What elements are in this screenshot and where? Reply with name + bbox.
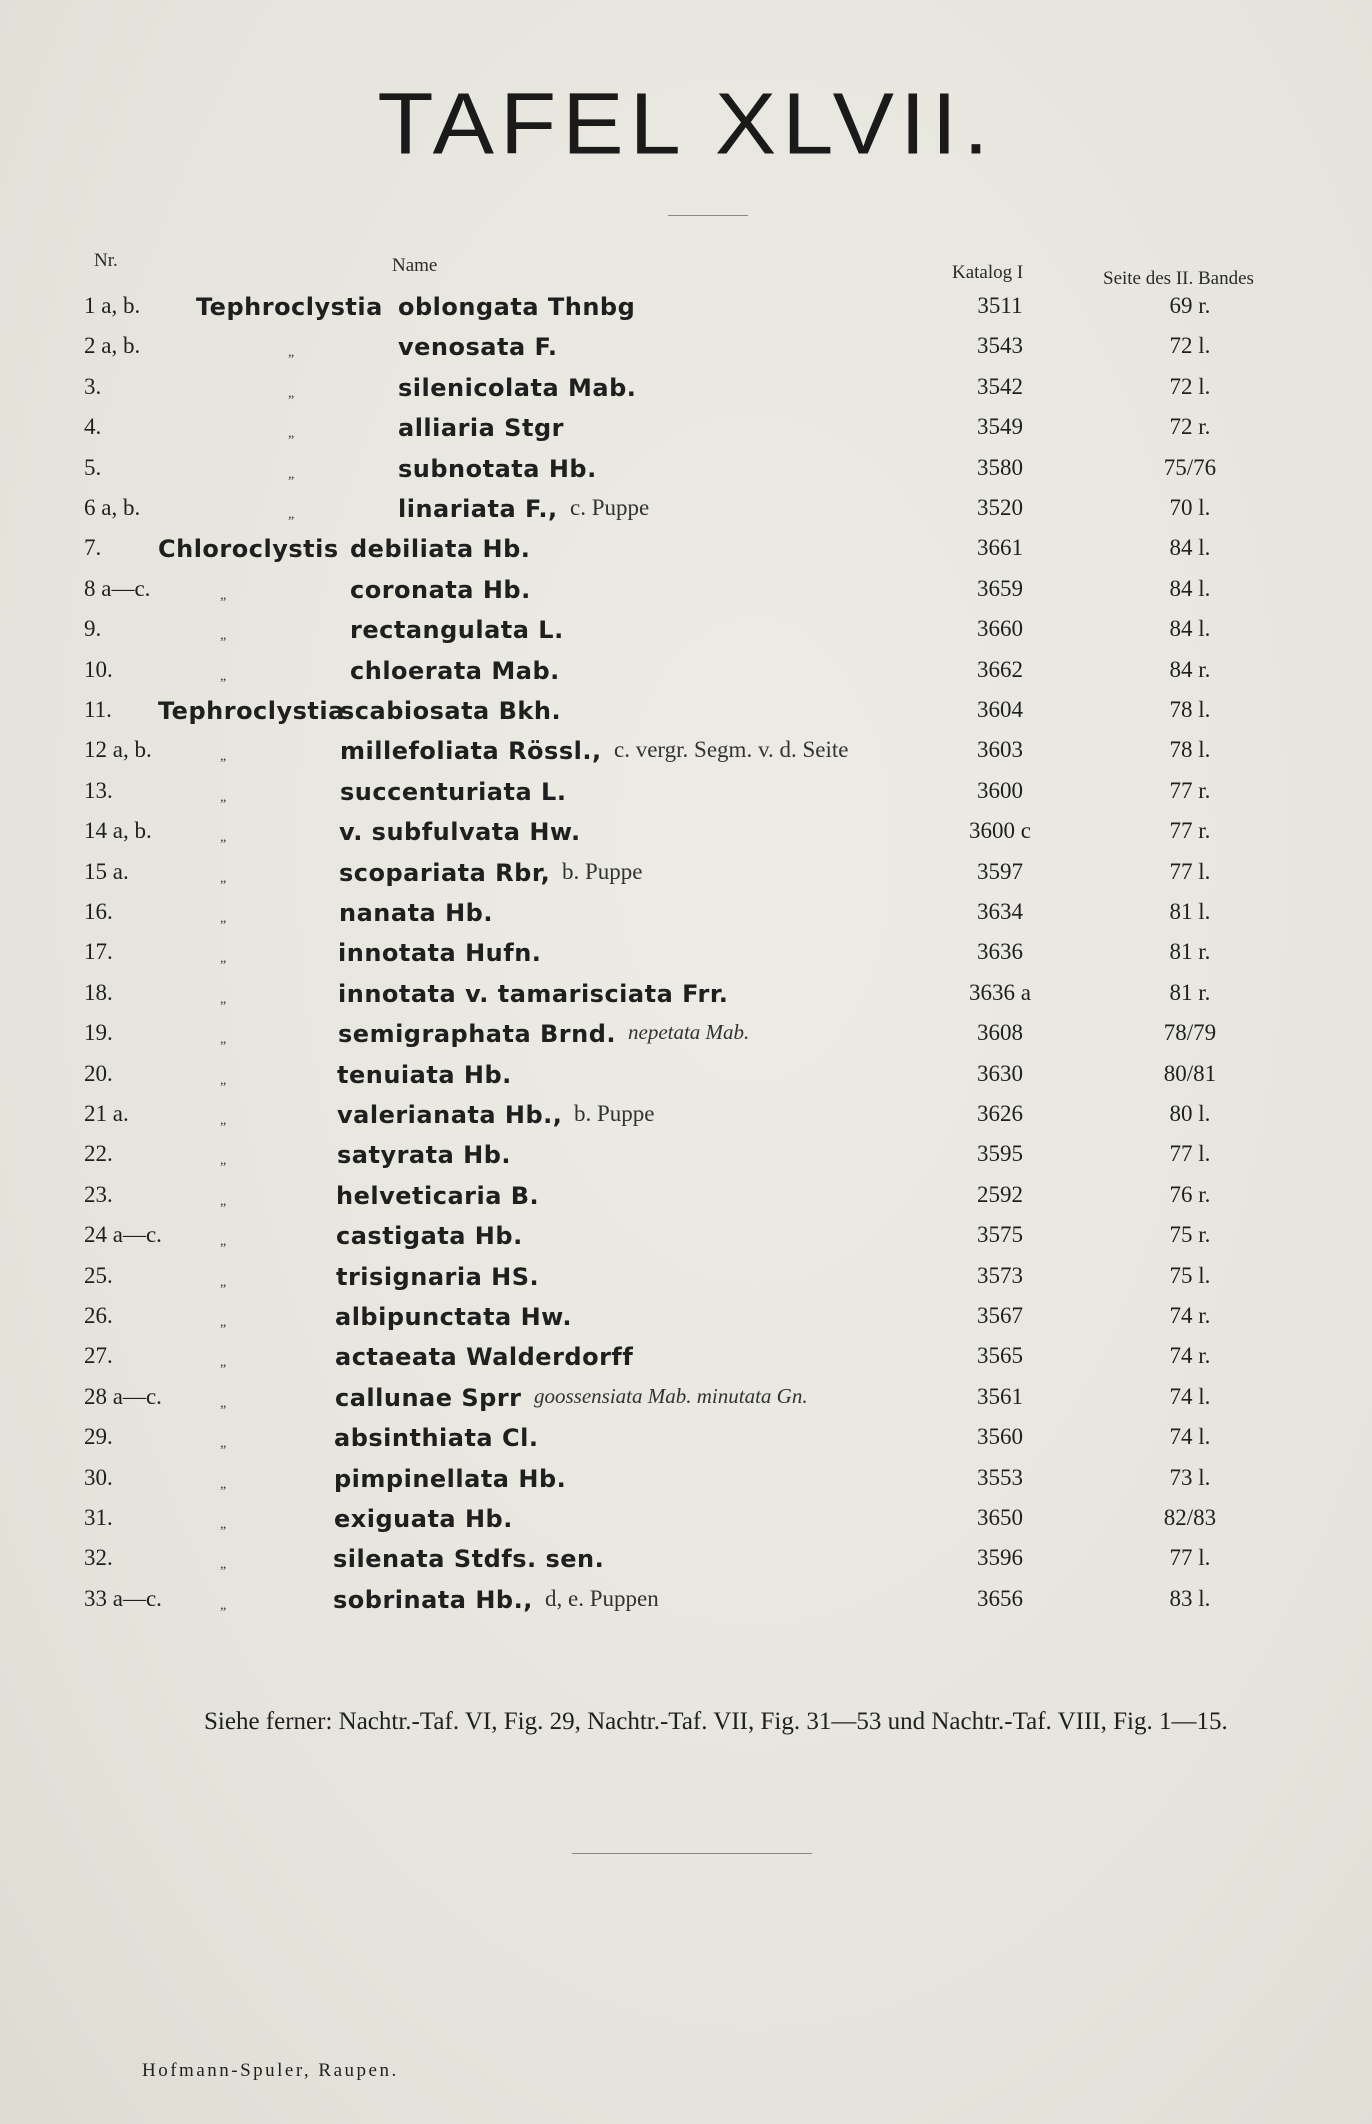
row-number: 17. <box>84 939 113 965</box>
row-number: 2 a, b. <box>84 333 141 359</box>
row-note: b. Puppe <box>574 1101 655 1126</box>
page-reference: 82/83 <box>1163 1505 1217 1530</box>
table-row <box>0 535 1372 575</box>
species-name: scopariata Rbr, <box>339 858 551 887</box>
page-reference: 69 r. <box>1169 293 1211 318</box>
page-reference: 74 l. <box>1169 1383 1211 1409</box>
species-name: silenata Stdfs. sen. <box>333 1545 605 1574</box>
row-number: 30. <box>84 1464 113 1490</box>
ditto-mark: „ <box>220 1597 227 1613</box>
katalog-number: 3567 <box>977 1303 1023 1328</box>
ditto-mark: „ <box>288 466 295 482</box>
species-name: v. subfulvata Hw. <box>339 818 581 847</box>
row-note: c. vergr. Segm. v. d. Seite <box>614 737 849 763</box>
row-number: 28 a—c. <box>84 1383 162 1409</box>
page-reference: 72 r. <box>1169 414 1211 440</box>
page-reference: 84 l. <box>1169 575 1211 601</box>
table-row <box>0 1303 1372 1343</box>
table-row <box>0 455 1372 495</box>
page-reference: 84 r. <box>1169 656 1211 682</box>
ditto-mark: „ <box>220 1113 227 1128</box>
katalog-number: 3549 <box>977 414 1023 440</box>
table-row <box>0 1343 1372 1383</box>
ditto-mark: „ <box>220 1557 227 1573</box>
row-note: c. Puppe <box>570 495 650 520</box>
table-row <box>0 737 1372 777</box>
katalog-number: 3595 <box>977 1141 1023 1167</box>
ditto-mark: „ <box>288 385 295 401</box>
table-row <box>0 293 1372 333</box>
page-reference: 77 l. <box>1169 858 1211 884</box>
species-name: scabiosata Bkh. <box>340 697 562 725</box>
row-number: 4. <box>84 414 102 440</box>
ditto-mark: „ <box>220 1315 227 1330</box>
ditto-mark: „ <box>220 628 227 644</box>
page-reference: 72 l. <box>1169 373 1211 399</box>
katalog-number: 3543 <box>977 333 1023 359</box>
table-row <box>0 859 1372 899</box>
katalog-number: 3636 <box>977 939 1023 965</box>
row-number: 20. <box>84 1060 113 1086</box>
katalog-number: 3561 <box>977 1383 1023 1409</box>
ditto-mark: „ <box>220 1355 227 1371</box>
genus-name: Tephroclystia <box>158 697 345 725</box>
table-row <box>0 657 1372 697</box>
species-name: callunae Sprr <box>335 1383 522 1412</box>
footer-divider <box>572 1853 812 1854</box>
katalog-number: 3604 <box>977 697 1023 722</box>
row-note: d, e. Puppen <box>545 1585 659 1611</box>
species-name: actaeata Walderdorff <box>335 1343 634 1372</box>
header-katalog: Katalog I <box>952 262 1024 283</box>
header-name: Name <box>392 255 438 276</box>
row-number: 6 a, b. <box>84 495 141 520</box>
katalog-number: 3603 <box>977 737 1023 763</box>
katalog-number: 3650 <box>977 1505 1023 1530</box>
row-number: 18. <box>84 979 113 1005</box>
species-name: pimpinellata Hb. <box>334 1464 567 1493</box>
species-name: innotata Hufn. <box>338 939 542 968</box>
species-name: absinthiata Cl. <box>334 1424 539 1453</box>
row-number: 14 a, b. <box>84 818 152 844</box>
ditto-mark: „ <box>288 426 295 442</box>
row-number: 3. <box>84 373 102 399</box>
ditto-mark: „ <box>220 1032 227 1048</box>
katalog-number: 3542 <box>977 373 1023 399</box>
page-reference: 77 r. <box>1169 777 1211 803</box>
katalog-number: 3636 a <box>969 979 1031 1005</box>
publisher-credit: Hofmann-Spuler, Raupen. <box>142 2060 399 2081</box>
page-reference: 83 l. <box>1169 1585 1211 1611</box>
katalog-number: 3659 <box>977 575 1023 601</box>
table-row <box>0 1384 1372 1424</box>
synonym-note: nepetata Mab. <box>628 1020 750 1045</box>
ditto-mark: „ <box>220 1476 227 1492</box>
row-number: 12 a, b. <box>84 737 152 763</box>
ditto-mark: „ <box>220 1234 227 1250</box>
genus-name: Chloroclystis <box>158 535 339 564</box>
ditto-mark: „ <box>220 1436 227 1452</box>
row-number: 29. <box>84 1424 113 1450</box>
katalog-number: 3560 <box>977 1424 1023 1450</box>
page-reference: 80 l. <box>1169 1101 1211 1126</box>
katalog-number: 2592 <box>977 1181 1023 1207</box>
ditto-mark: „ <box>220 1072 227 1088</box>
table-row <box>0 778 1372 818</box>
table-row <box>0 1545 1372 1585</box>
katalog-number: 3662 <box>977 656 1023 682</box>
katalog-number: 3553 <box>977 1464 1023 1490</box>
plate-title: TAFEL XLVII. <box>377 75 995 173</box>
page-reference: 75 l. <box>1169 1262 1211 1288</box>
katalog-number: 3600 <box>977 777 1023 803</box>
katalog-number: 3660 <box>977 616 1023 642</box>
ditto-mark: „ <box>288 345 295 361</box>
table-row <box>0 980 1372 1020</box>
species-name: silenicolata Mab. <box>398 373 637 402</box>
ditto-mark: „ <box>220 1193 227 1209</box>
page-reference: 72 l. <box>1169 333 1211 359</box>
header-nr: Nr. <box>94 250 118 271</box>
row-number: 21 a. <box>84 1101 129 1126</box>
row-number: 32. <box>84 1545 113 1571</box>
synonym-note: goossensiata Mab. minutata Gn. <box>534 1383 808 1408</box>
row-number: 23. <box>84 1181 113 1207</box>
row-number: 5. <box>84 454 102 480</box>
katalog-number: 3575 <box>977 1222 1023 1248</box>
ditto-mark: „ <box>220 991 227 1007</box>
katalog-number: 3600 c <box>969 818 1031 844</box>
table-row <box>0 939 1372 979</box>
header-seite: Seite des II. Bandes <box>1103 268 1254 289</box>
table-row <box>0 1020 1372 1060</box>
row-number: 11. <box>84 697 112 722</box>
ditto-mark: „ <box>220 749 227 765</box>
page-reference: 74 l. <box>1169 1424 1211 1450</box>
table-row <box>0 616 1372 656</box>
row-number: 16. <box>84 899 113 924</box>
page-reference: 81 r. <box>1169 939 1211 965</box>
title-divider <box>668 215 748 216</box>
page-reference: 84 l. <box>1169 535 1211 561</box>
species-name: semigraphata Brnd. <box>338 1020 617 1049</box>
species-name: debiliata Hb. <box>350 535 531 564</box>
row-number: 10. <box>84 656 113 682</box>
table-row <box>0 1505 1372 1545</box>
page-reference: 74 r. <box>1169 1303 1211 1328</box>
species-name: satyrata Hb. <box>337 1141 512 1170</box>
katalog-number: 3661 <box>977 535 1023 561</box>
species-name: exiguata Hb. <box>334 1505 513 1533</box>
katalog-number: 3520 <box>977 495 1023 520</box>
table-row <box>0 374 1372 414</box>
katalog-number: 3630 <box>977 1060 1023 1086</box>
page-reference: 77 r. <box>1169 818 1211 844</box>
page-reference: 77 l. <box>1169 1141 1211 1167</box>
table-row <box>0 414 1372 454</box>
row-number: 22. <box>84 1141 113 1167</box>
row-number: 9. <box>84 616 102 642</box>
species-name: linariata F., <box>398 495 558 523</box>
species-name: millefoliata Rössl., <box>340 737 602 766</box>
row-number: 13. <box>84 777 113 803</box>
page-reference: 74 r. <box>1169 1343 1211 1369</box>
row-number: 24 a—c. <box>84 1222 162 1248</box>
table-row <box>0 1061 1372 1101</box>
table-row <box>0 1101 1372 1141</box>
page-reference: 80/81 <box>1163 1060 1217 1086</box>
row-number: 31. <box>84 1505 113 1530</box>
page-reference: 78 l. <box>1169 697 1211 722</box>
table-row <box>0 1465 1372 1505</box>
table-row <box>0 1141 1372 1181</box>
katalog-number: 3596 <box>977 1545 1023 1571</box>
katalog-number: 3573 <box>977 1262 1023 1288</box>
row-note: b. Puppe <box>562 858 643 884</box>
species-name: helveticaria B. <box>336 1181 540 1210</box>
species-name: innotata v. tamarisciata Frr. <box>338 979 729 1008</box>
katalog-number: 3565 <box>977 1343 1023 1369</box>
row-number: 7. <box>84 535 102 561</box>
row-number: 33 a—c. <box>84 1585 162 1611</box>
species-name: tenuiata Hb. <box>337 1060 512 1089</box>
species-name: rectangulata L. <box>350 616 564 645</box>
table-row <box>0 576 1372 616</box>
species-name: nanata Hb. <box>339 899 493 927</box>
page-reference: 78/79 <box>1163 1020 1217 1046</box>
species-name: chloerata Mab. <box>350 656 560 685</box>
ditto-mark: „ <box>220 789 227 805</box>
page-reference: 76 r. <box>1169 1181 1211 1207</box>
species-name: coronata Hb. <box>350 575 531 604</box>
table-row <box>0 1424 1372 1464</box>
katalog-number: 3656 <box>977 1585 1023 1611</box>
page-reference: 77 l. <box>1169 1545 1211 1571</box>
ditto-mark: „ <box>220 668 227 684</box>
ditto-mark: „ <box>220 1274 227 1290</box>
row-number: 19. <box>84 1020 113 1046</box>
table-row <box>0 1586 1372 1626</box>
katalog-number: 3634 <box>977 899 1023 924</box>
ditto-mark: „ <box>220 1153 227 1169</box>
ditto-mark: „ <box>288 507 295 522</box>
page-reference: 78 l. <box>1169 737 1211 763</box>
species-name: oblongata Thnbg <box>398 293 636 321</box>
katalog-number: 3597 <box>977 858 1023 884</box>
page-reference: 84 l. <box>1169 616 1211 642</box>
row-number: 26. <box>84 1303 113 1328</box>
row-number: 27. <box>84 1343 113 1369</box>
ditto-mark: „ <box>220 870 227 886</box>
page-reference: 70 l. <box>1169 495 1211 520</box>
table-row <box>0 697 1372 737</box>
row-number: 8 a—c. <box>84 575 151 601</box>
katalog-number: 3511 <box>977 293 1023 318</box>
species-name: castigata Hb. <box>336 1222 523 1251</box>
species-name: subnotata Hb. <box>398 454 597 483</box>
row-number: 1 a, b. <box>84 293 141 318</box>
species-name: trisignaria HS. <box>336 1262 540 1291</box>
table-row <box>0 818 1372 858</box>
table-row <box>0 333 1372 373</box>
species-name: albipunctata Hw. <box>335 1303 572 1331</box>
species-name: succenturiata L. <box>340 777 567 806</box>
row-number: 25. <box>84 1262 113 1288</box>
row-number: 15 a. <box>84 858 129 884</box>
table-row <box>0 495 1372 535</box>
page-reference: 81 r. <box>1169 979 1211 1005</box>
footer-note: Siehe ferner: Nachtr.-Taf. VI, Fig. 29, Nachtr.-Taf. VII, Fig. 31—53 und Nachtr.-Taf. VIII, Fig. 1—15. <box>204 1708 1228 1735</box>
katalog-number: 3580 <box>977 454 1023 480</box>
ditto-mark: „ <box>220 1395 227 1411</box>
katalog-number: 3608 <box>977 1020 1023 1046</box>
ditto-mark: „ <box>220 587 227 603</box>
page-reference: 81 l. <box>1169 899 1211 924</box>
page-reference: 75/76 <box>1163 454 1217 480</box>
table-row <box>0 1222 1372 1262</box>
species-name: alliaria Stgr <box>398 414 564 443</box>
table-row <box>0 1182 1372 1222</box>
species-name: sobrinata Hb., <box>333 1585 533 1614</box>
ditto-mark: „ <box>220 951 227 967</box>
species-name: venosata F. <box>398 333 558 362</box>
ditto-mark: „ <box>220 830 227 846</box>
table-row <box>0 899 1372 939</box>
page-reference: 75 r. <box>1169 1222 1211 1248</box>
ditto-mark: „ <box>220 1517 227 1532</box>
species-name: valerianata Hb., <box>337 1101 563 1129</box>
table-row <box>0 1263 1372 1303</box>
ditto-mark: „ <box>220 911 227 926</box>
page-reference: 73 l. <box>1169 1464 1211 1490</box>
genus-name: Tephroclystia <box>196 293 383 321</box>
katalog-number: 3626 <box>977 1101 1023 1126</box>
